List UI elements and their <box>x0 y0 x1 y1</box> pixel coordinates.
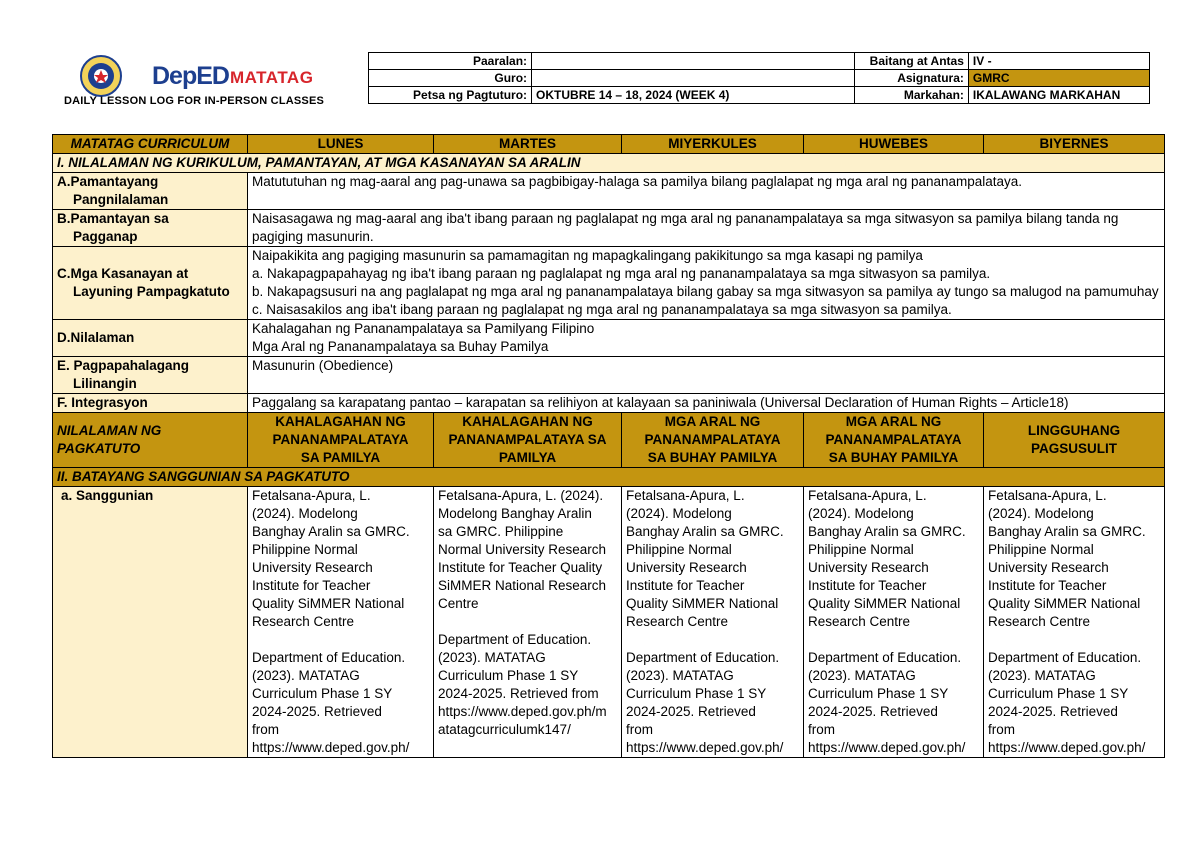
reference-line: Department of Education. <box>626 650 780 665</box>
np-biyernes-line: LINGGUHANG <box>1027 423 1121 438</box>
reference-line: Quality SiMMER National <box>988 596 1141 611</box>
reference-line: Institute for Teacher <box>626 578 745 593</box>
reference-line: Curriculum Phase 1 SY <box>808 686 949 701</box>
reference-line: SiMMER National Research <box>438 578 607 593</box>
reference-line: Institute for Teacher <box>808 578 927 593</box>
reference-line: Philippine Normal <box>808 542 914 557</box>
reference-line: Department of Education. <box>252 650 406 665</box>
ref-lunes <box>248 487 434 758</box>
reference-line: University Research <box>988 560 1109 575</box>
reference-line: Banghay Aralin sa GMRC. <box>808 524 966 539</box>
row-c-label-1: C.Mga Kasanayan at <box>57 266 189 281</box>
reference-line: Curriculum Phase 1 SY <box>438 668 579 683</box>
row-c-label <box>53 247 248 320</box>
day-header-biyernes: BIYERNES <box>984 135 1165 154</box>
reference-line: Department of Education. <box>808 650 962 665</box>
reference-line: Research Centre <box>808 614 911 629</box>
reference-gap <box>808 631 979 649</box>
markahan-value: IKALAWANG MARKAHAN <box>968 87 1149 104</box>
row-b-label <box>53 210 248 247</box>
section1-row <box>53 154 1165 173</box>
reference-line: Curriculum Phase 1 SY <box>252 686 393 701</box>
ref-miyerkules <box>622 487 804 758</box>
row-b-label-1: B.Pamantayan sa <box>57 211 169 226</box>
sanggunian-label <box>53 487 248 758</box>
baitang-value: IV - <box>968 53 1149 70</box>
reference-line: Fetalsana-Apura, L. (2024). <box>438 488 604 503</box>
markahan-label: Markahan: <box>855 87 969 104</box>
np-miyerkules-line: MGA ARAL NG <box>664 414 761 429</box>
reference-line: Fetalsana-Apura, L. <box>626 488 745 503</box>
reference-line: University Research <box>626 560 747 575</box>
np-huwebes <box>804 413 984 468</box>
np-huwebes-line: MGA ARAL NG <box>845 414 942 429</box>
row-e-label-2: Lilinangin <box>73 376 137 391</box>
row-c-line: Naipakikita ang pagiging masunurin sa pamamagitan ng mapagkalingang pakikitungo sa mga kasapi ng pamilya <box>252 248 923 263</box>
reference-line: (2024). Modelong <box>988 506 1094 521</box>
row-b-value: Naisasagawa ng mag-aaral ang iba't ibang paraan ng paglalapat ng mga aral ng pananampalataya sa mga sitwasyon sa pamilya bilang tanda ng pagiging masunurin. <box>248 210 1165 247</box>
ref-huwebes <box>804 487 984 758</box>
row-b <box>53 210 1165 247</box>
reference-line: Fetalsana-Apura, L. <box>808 488 927 503</box>
row-c-value <box>248 247 1165 320</box>
reference-line: Curriculum Phase 1 SY <box>988 686 1129 701</box>
reference-line: Philippine Normal <box>988 542 1094 557</box>
reference-line: Banghay Aralin sa GMRC. <box>988 524 1146 539</box>
row-a-label-1: A.Pamantayang <box>57 174 159 189</box>
reference-gap <box>438 613 617 631</box>
row-c-line: c. Naisasakilos ang iba't ibang paraan ng paglalapat ng mga aral ng pananampalataya sa mga sitwasyon sa pamilya. <box>252 302 952 317</box>
np-label-2: PAGKATUTO <box>57 441 141 456</box>
reference-line: Department of Education. <box>438 632 592 647</box>
ref-martes <box>434 487 622 758</box>
ref-biyernes <box>984 487 1165 758</box>
reference-line: 2024-2025. Retrieved <box>252 704 382 719</box>
reference-line: https://www.deped.gov.ph/ <box>988 740 1146 755</box>
np-lunes-line: SA PAMILYA <box>300 450 381 465</box>
reference-line: Normal University Research <box>438 542 607 557</box>
section2-row <box>53 468 1165 487</box>
row-d-value <box>248 320 1165 357</box>
sanggunian-label-text: a. Sanggunian <box>61 488 154 503</box>
reference-line: https://www.deped.gov.ph/ <box>252 740 410 755</box>
row-a-label <box>53 173 248 210</box>
dll-title: DAILY LESSON LOG FOR IN-PERSON CLASSES <box>64 95 325 107</box>
row-a-label-2: Pangnilalaman <box>73 192 169 207</box>
reference-line: Banghay Aralin sa GMRC. <box>626 524 784 539</box>
reference-line: Institute for Teacher <box>988 578 1107 593</box>
matatag-logo: MATATAG <box>230 68 314 87</box>
section1-title: I. NILALAMAN NG KURIKULUM, PAMANTAYAN, AT MGA KASANAYAN SA ARALIN <box>53 154 1165 173</box>
row-c-label-2: Layuning Pampagkatuto <box>73 284 230 299</box>
np-martes <box>434 413 622 468</box>
reference-line: Curriculum Phase 1 SY <box>626 686 767 701</box>
np-miyerkules-line: SA BUHAY PAMILYA <box>647 450 778 465</box>
np-martes-line: PAMILYA <box>498 450 557 465</box>
reference-line: from <box>988 722 1015 737</box>
row-c <box>53 247 1165 320</box>
row-e <box>53 357 1165 394</box>
row-e-label <box>53 357 248 394</box>
reference-line: Quality SiMMER National <box>252 596 405 611</box>
row-d <box>53 320 1165 357</box>
deped-logo <box>152 62 229 91</box>
deped-logo-text: DepED <box>152 62 229 90</box>
np-miyerkules-line: PANANAMPALATAYA <box>644 432 781 447</box>
np-lunes <box>248 413 434 468</box>
reference-line: Quality SiMMER National <box>626 596 779 611</box>
reference-line: (2024). Modelong <box>252 506 358 521</box>
np-huwebes-line: SA BUHAY PAMILYA <box>828 450 959 465</box>
row-a <box>53 173 1165 210</box>
reference-line: atatagcurriculumk147/ <box>438 722 571 737</box>
np-label-1: NILALAMAN NG <box>57 423 162 438</box>
row-a-value: Matututuhan ng mag-aaral ang pag-unawa sa pagbibigay-halaga sa pamilya bilang paglalapat ng mga aral ng pananampalataya. <box>248 173 1165 210</box>
row-d-line: Mga Aral ng Pananampalataya sa Buhay Pamilya <box>252 339 549 354</box>
reference-line: (2023). MATATAG <box>808 668 916 683</box>
reference-line: 2024-2025. Retrieved <box>626 704 756 719</box>
logo-area <box>52 52 325 109</box>
reference-line: from <box>626 722 653 737</box>
reference-line: (2023). MATATAG <box>438 650 546 665</box>
np-lunes-line: KAHALAGAHAN NG <box>275 414 406 429</box>
header <box>52 52 1150 109</box>
paaralan-label: Paaralan: <box>369 53 532 70</box>
reference-line: Research Centre <box>252 614 355 629</box>
reference-line: from <box>808 722 835 737</box>
sanggunian-row <box>53 487 1165 758</box>
reference-line: Modelong Banghay Aralin <box>438 506 592 521</box>
reference-line: Department of Education. <box>988 650 1142 665</box>
row-f-label: F. Integrasyon <box>53 394 248 413</box>
row-d-line: Kahalagahan ng Pananampalataya sa Pamilyang Filipino <box>252 321 595 336</box>
section2-title: II. BATAYANG SANGGUNIAN SA PAGKATUTO <box>53 468 1165 487</box>
np-biyernes-line: PAGSUSULIT <box>1030 441 1117 456</box>
row-d-label: D.Nilalaman <box>53 320 248 357</box>
reference-line: Fetalsana-Apura, L. <box>988 488 1107 503</box>
np-miyerkules <box>622 413 804 468</box>
reference-line: 2024-2025. Retrieved from <box>438 686 599 701</box>
reference-line: Institute for Teacher <box>252 578 371 593</box>
reference-line: Philippine Normal <box>252 542 358 557</box>
row-b-label-2: Pagganap <box>73 229 138 244</box>
reference-line: Centre <box>438 596 479 611</box>
day-header-miyerkules: MIYERKULES <box>622 135 804 154</box>
asignatura-value: GMRC <box>968 70 1149 87</box>
asignatura-label: Asignatura: <box>855 70 969 87</box>
np-biyernes <box>984 413 1165 468</box>
reference-gap <box>988 631 1160 649</box>
row-e-label-1: E. Pagpapahalagang <box>57 358 190 373</box>
reference-line: (2024). Modelong <box>808 506 914 521</box>
np-martes-line: KAHALAGAHAN NG <box>462 414 593 429</box>
reference-line: Philippine Normal <box>626 542 732 557</box>
row-c-line: a. Nakapagpapahayag ng iba't ibang paraan ng paglalapat ng mga aral ng pananampalataya sa mga sitwasyon sa pamilya. <box>252 266 991 281</box>
reference-line: https://www.deped.gov.ph/ <box>808 740 966 755</box>
petsa-label: Petsa ng Pagtuturo: <box>369 87 532 104</box>
reference-line: (2023). MATATAG <box>252 668 360 683</box>
petsa-value: OKTUBRE 14 – 18, 2024 (WEEK 4) <box>532 87 855 104</box>
reference-line: University Research <box>252 560 373 575</box>
reference-gap <box>626 631 799 649</box>
np-huwebes-line: PANANAMPALATAYA <box>825 432 962 447</box>
header-info-table <box>368 52 1150 104</box>
deped-seal-icon <box>80 55 122 97</box>
reference-line: Research Centre <box>626 614 729 629</box>
reference-line: Quality SiMMER National <box>808 596 961 611</box>
nilalaman-pagkatuto-label <box>53 413 248 468</box>
reference-line: 2024-2025. Retrieved <box>808 704 938 719</box>
lesson-log-table <box>52 134 1165 758</box>
np-lunes-line: PANANAMPALATAYA <box>272 432 409 447</box>
reference-line: Institute for Teacher Quality <box>438 560 603 575</box>
reference-gap <box>252 631 429 649</box>
reference-line: https://www.deped.gov.ph/m <box>438 704 607 719</box>
paaralan-value <box>532 53 855 70</box>
reference-line: Banghay Aralin sa GMRC. <box>252 524 410 539</box>
row-f <box>53 394 1165 413</box>
reference-line: (2023). MATATAG <box>988 668 1096 683</box>
reference-line: sa GMRC. Philippine <box>438 524 564 539</box>
row-f-value: Paggalang sa karapatang pantao – karapatan sa relihiyon at kalayaan sa paniniwala (Universal Declaration of Human Rights – Article18) <box>248 394 1165 413</box>
reference-line: 2024-2025. Retrieved <box>988 704 1118 719</box>
days-header-row <box>53 135 1165 154</box>
row-c-line: b. Nakapagsusuri na ang paglalapat ng mga aral ng pananampalataya bilang gabay sa mga sitwasyon sa pamilya ay tungo sa malugod na pamumuhay <box>252 284 1159 299</box>
day-header-martes: MARTES <box>434 135 622 154</box>
np-martes-line: PANANAMPALATAYA SA <box>448 432 607 447</box>
reference-line: from <box>252 722 279 737</box>
guro-label: Guro: <box>369 70 532 87</box>
reference-line: Fetalsana-Apura, L. <box>252 488 371 503</box>
nilalaman-pagkatuto-row <box>53 413 1165 468</box>
day-header-huwebes: HUWEBES <box>804 135 984 154</box>
corner-cell: MATATAG CURRICULUM <box>53 135 248 154</box>
day-header-lunes: LUNES <box>248 135 434 154</box>
reference-line: University Research <box>808 560 929 575</box>
reference-line: (2023). MATATAG <box>626 668 734 683</box>
reference-line: https://www.deped.gov.ph/ <box>626 740 784 755</box>
row-e-value: Masunurin (Obedience) <box>248 357 1165 394</box>
baitang-label: Baitang at Antas <box>855 53 969 70</box>
guro-value <box>532 70 855 87</box>
reference-line: (2024). Modelong <box>626 506 732 521</box>
reference-line: Research Centre <box>988 614 1091 629</box>
